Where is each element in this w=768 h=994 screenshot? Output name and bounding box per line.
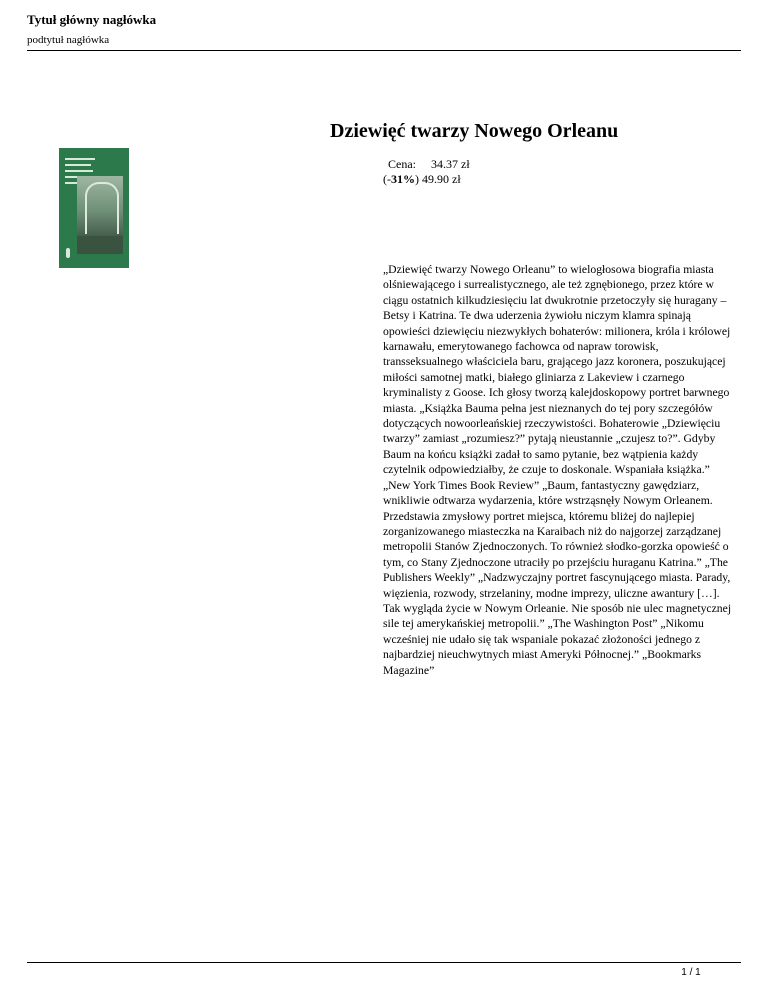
current-price-row (388, 157, 470, 172)
book-cover-image (59, 148, 129, 268)
page-header (27, 12, 741, 47)
cover-photo (77, 176, 123, 254)
old-price-row (383, 172, 470, 187)
book-description: „Dziewięć twarzy Nowego Orleanu” to wielogłosowa biografia miasta olśniewającego i surrealistycznego, ale też zgnębionego, przez które w ciągu ostatnich kilkudziesięciu lat dwukrotnie przetoczyły się huragany – Betsy i Katrina. Te dwa uderzenia żywiołu niczym klamra spinają opowieści dziewięciu niezwykłych bohaterów: milionera, króla i królowej karnawału, emerytowanego fachowca od napraw torowisk, transseksualnego właściciela baru, grającego jazz koronera, poszukującej miłości samotnej matki, białego gliniarza z Lakeview i czarnego kryminalisty z Goose. Ich głosy tworzą kalejdoskopowy portret barwnego miasta. „Książka Bauma pełna jest nieznanych do tej pory szczegółów dotyczących nowoorleańskiej rzeczywistości. Bohaterowie „Dziewięciu twarzy” zamiast „rozumiesz?” pytają nieustannie „czujesz to?”. Gdyby Baum na końcu książki zadał to samo pytanie, bez wątpienia każdy czytelnik odpowiedziałby, że czuje to doskonale. Wspaniała książka.” „New York Times Book Review” „Baum, fantastyczny gawędziarz, wnikliwie odtwarza wydarzenia, które wstrząsnęły Nowym Orleanem. Przedstawia zmysłowy portret miejsca, któremu bliżej do najlepiej zorganizowanego miasteczka na Karaibach niż do najgorzej zarządzanej metropolii Stanów Zjednoczonych. To również słodko-gorzka opowieść o tym, co Stany Zjednoczone utraciły po przejściu huraganu Katrina.” „The Publishers Weekly” „Nadzwyczajny portret fascynującego miasta. Parady, więzienia, rozwody, strzelaniny, modne imprezy, uliczne awantury […]. Tak wygląda życie w Nowym Orleanie. Nie sposób nie ulec magnetycznej sile tej amerykańskiej metropolii.” „The Washington Post” „Nikomu wcześniej nie udało się tak wspaniale pokazać złożoności jednego z najbardziej nieuchwytnych miast Ameryki Północnej.” „Bookmarks Magazine” (383, 263, 732, 677)
page-number: 1 / 1 (681, 967, 701, 978)
price-label: Cena: (388, 157, 416, 171)
publisher-logo-icon (66, 248, 70, 258)
footer-divider (27, 962, 741, 963)
old-price: 49.90 zł (422, 172, 461, 186)
current-price: 34.37 zł (431, 157, 470, 171)
header-subtitle: podtytuł nagłówka (27, 34, 110, 46)
header-title: Tytuł główny nagłówka (27, 12, 157, 27)
discount-percent: 31% (391, 172, 415, 186)
price-block (383, 157, 470, 187)
header-divider (27, 50, 741, 51)
book-title: Dziewięć twarzy Nowego Orleanu (330, 120, 619, 142)
discount-close: ) (415, 172, 419, 186)
discount-open: (- (383, 172, 391, 186)
